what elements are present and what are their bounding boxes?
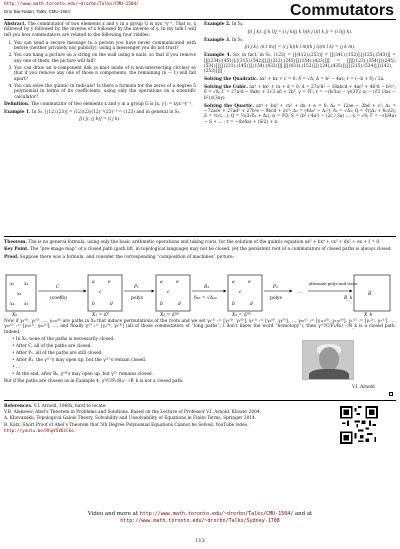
theorem-section	[4, 240, 396, 262]
riddle-item: 3. You can draw an n-component link (a knot made of n non-intersecting circles) so that if you remove any one of those n components, the remaining (n − 1) will fall apart?	[14, 66, 196, 82]
references	[4, 404, 334, 435]
section-divider	[4, 236, 396, 237]
bullet-item: • In X₀, none of the paths is necessarily closed.	[12, 337, 302, 342]
bullet-item: • At the end, after Rₖ, γ⁽⁴⁾'s may open up, but γ⁽⁵⁾ remains closed.	[12, 372, 302, 377]
riddle-item: 4. You can solve the quintic in radicals? Is there a formula for the zeros of a degree 5 polynomial in terms of its coefficients, using only the operations on a scientific calculator?	[14, 84, 196, 100]
svg-text:a: a	[160, 280, 163, 285]
svg-text:x₄: x₄	[10, 302, 15, 307]
example-1-label: Example 1.	[4, 109, 31, 115]
box-x1-label: X₁ = ℂ⁵	[92, 313, 110, 317]
svg-text:c: c	[239, 290, 242, 295]
svg-text:R̂: R̂	[368, 292, 372, 297]
cubic-text: ax³ + bx² + cx + d = 0: Δ = 27a²d² − 18abcd + 4ac³ + 4b³d − b²c²; δ = √Δ; Γ = 27a²d − 9abc + 3√3 aδ + 2b³; γ = ∛Γ; r = −(b/3a) − γ/(3∛2 a) − (∛2 (3ac − b²))/(3aγ).	[204, 85, 396, 101]
svg-text:x₁: x₁	[10, 282, 15, 287]
svg-text:b: b	[160, 302, 163, 307]
example-4-text: So, in fact, in S₅, (123) = [[(412),(253)] = [[(341),(152)],[(125),(543)]] = [[[(234),(451)],[(315),(542)]],[[(312),(245)],[(154),(423)]]] = [[[[(123),(354)],[(245),(531)]],[[(231),(145)],[(154),(432)]]],[[[(431),(152)],[(124),(435)]],[[(215),(534)],[(142),(253)]]]] .	[204, 53, 396, 75]
svg-text:c: c	[99, 290, 102, 295]
box-x2	[156, 275, 190, 311]
key-point	[4, 247, 396, 252]
quartic-text: ax⁴ + bx³ + cx² + dx + e = 0: Δ₀ = 12ae − 3bd + c²; Δ₁ = −72ace + 27ad² + 27b²e − 9bcd + 2c³; Δ₂ = (4Δ₀³ − Δ₁²); δ₂ = √Δ₂; Q = ∛((Δ₁ + δ₂)/2); S = ½√(...); Q = ⅓(3√δ₂ + Δ₁); α = ∛Q; S = (b² / 4a²) − (2c / 3a) ...; x = √S; Γ = −(b/4a) − S + ... ; r = −(b/4a) + (S/2) + x.	[204, 103, 396, 125]
quadratic-label: Solving the Quadratic.	[204, 77, 259, 83]
page-header	[4, 2, 396, 20]
box-xk	[354, 275, 390, 311]
reference-item: A. Khovanskii, Topological Galois Theory, Solvability and Unsolvability of Equations in Finite Terms, Springer 2014.	[4, 416, 257, 422]
example-2-label: Example 2.	[204, 22, 231, 27]
arrow-root-label: δ₁₀ = √Δ₁₀	[194, 296, 217, 301]
solving-quadratic	[204, 77, 396, 82]
example-3-formula: [(i j k), (k l m)] = (i j k)(k l m)(k j i)(m l k) = (j k m).	[244, 45, 356, 51]
video-link[interactable]: http://youtu.be/RhpVSV6iCko.	[4, 428, 77, 434]
box-x3-label: X₃ = ℂ¹⁰	[232, 313, 251, 317]
abstract-label: Abstract.	[4, 22, 26, 27]
references-label: References.	[4, 404, 33, 409]
cubic-label: Solving the Cubic.	[204, 85, 249, 90]
example-1-formula: [(i j), (j k)] = (i j k).	[79, 117, 121, 123]
key-point-text: The “pre-image map” of a closed path (path lift, in topological language) may not be closed, yet the persistent root of a commutators of closed paths is always closed.	[29, 247, 393, 253]
theorem-label: Theorem.	[4, 240, 27, 245]
right-column	[204, 22, 396, 128]
svg-text:x₅: x₅	[24, 302, 29, 307]
quadratic-text: ax² + bx + c = 0: δ = √Δ; Δ = b² − 4ac; r = (−b + δ) / 2a.	[259, 77, 385, 83]
conclusion-text: But if the paths are chosen as in Example 4, γ⁵/C/P₁/R₁/⋯/R_k is not a closed path.	[4, 378, 184, 384]
solving-cubic	[204, 85, 396, 101]
theorem	[4, 240, 396, 245]
arnold-photo	[302, 340, 354, 380]
definition	[4, 102, 196, 107]
theorem-text: The is no general formula, using only the basic arithmetic operations and taking roots, for the solution of the quintic equation ax⁵ + bx⁴ + cx³ + dx² + ex + f = 0.	[28, 240, 381, 245]
riddle-item: 2. You can hang a picture on a string on the wall using n nails, so that if you remove any one of them, the picture will fall?	[14, 53, 196, 64]
riddles-list	[4, 41, 196, 100]
qr-code-icon[interactable]	[340, 406, 378, 444]
bullet-item: • After C, all of the paths are closed.	[12, 344, 302, 349]
footer-text: Video and more at	[87, 511, 138, 517]
box-x0-label: X₀	[12, 313, 18, 317]
arrow-polys2-label: polys	[270, 296, 282, 301]
machines-diagram	[4, 271, 396, 317]
box-xk-label: X_k	[364, 313, 373, 317]
arrow-alternate-label: alternate polys and roots	[309, 281, 358, 286]
box-x3	[228, 275, 262, 311]
photo-caption: V.I. Arnold	[352, 385, 375, 390]
definition-text: The commutator of two elements x and y in a group G is [x, y] := xyx⁻¹y⁻¹.	[30, 101, 193, 107]
svg-text:c: c	[167, 290, 170, 295]
abstract-text: The commutator of two elements x and y in a group G is xyx⁻¹y⁻¹. That is, x followed by y followed by the inverse of x followed by the inverse of y. In my talk I will tell you how commutators are related to the following four riddles:	[4, 22, 196, 38]
example-2	[204, 22, 396, 27]
box-x2-label: X₂ = ℂ¹⁰	[160, 313, 179, 317]
box-x1	[88, 275, 122, 311]
proof-text: Suppose there was a formula, and consider the corresponding “composition of machines” picture:	[19, 254, 234, 260]
example-3	[204, 38, 396, 43]
key-point-label: Key Point.	[4, 247, 29, 253]
example-2-formula: [(i j k), (j k l)] = (i j k)(j k l)(k j i)(l k j) = (i l)(j k).	[247, 29, 353, 35]
riddle-item: 1. You can send a secure message to a person you have never communicated with before (neither privately nor publicly), using a messenger you do not trust?	[14, 41, 196, 52]
example-1-text: In S₃, [(12),(23)] = (12)(23)(12)⁻¹(23)⁻¹ = (123) and in general in S₃,	[31, 109, 181, 115]
bullet-item: • After P₁, all of the paths are still closed.	[12, 351, 302, 356]
example-1	[4, 110, 196, 115]
svg-text:x₂: x₂	[24, 282, 29, 287]
abstract	[4, 22, 196, 38]
svg-text:b: b	[92, 302, 95, 307]
page-number: 113	[195, 538, 205, 544]
header-url[interactable]: http://www.math.toronto.edu/~drorbn/Talks/CMU-1504/	[4, 2, 139, 7]
proof	[4, 255, 396, 260]
svg-text:a: a	[92, 280, 95, 285]
svg-text:e: e	[108, 280, 111, 285]
arrow-p2-label: P₂	[273, 285, 278, 290]
arrow-r1-label: R₁	[204, 285, 210, 290]
footer-link-sydney[interactable]: http://www.math.toronto.edu/~drorbn/Talks/Sydney-1708	[120, 518, 280, 524]
svg-text:b: b	[232, 302, 235, 307]
arrow-c-label: C	[56, 285, 60, 290]
definition-label: Definition.	[4, 101, 30, 107]
svg-text:x₃: x₃	[17, 292, 22, 297]
example-3-label: Example 3.	[204, 37, 231, 43]
example-4	[204, 53, 396, 75]
svg-text:a: a	[232, 280, 235, 285]
ellipsis: …	[297, 290, 302, 295]
footer	[4, 511, 396, 525]
left-column	[4, 22, 196, 125]
footer-link-cmu[interactable]: http://www.math.toronto.edu/~drorbn/Talks/CMU-1504/	[139, 511, 294, 517]
qed-square-icon	[389, 392, 393, 396]
reference-item: References. V.I. Arnold, 1960s, hard to locate.	[4, 404, 107, 409]
svg-text:d: d	[110, 302, 113, 307]
box-x0	[6, 275, 36, 311]
example-4-label: Example 4.	[204, 53, 232, 59]
paths-text: Now if γ₁⁽⁰⁾, γ₂⁽⁰⁾, …, γ₁₂₀⁽⁰⁾ are paths in X₀ that induce permutations of the roots and we set γ₁⁽¹⁾ := [γ₁⁽⁰⁾, γ₂⁽⁰⁾], γ₂⁽¹⁾ := [γ₃⁽⁰⁾, γ₄⁽⁰⁾], …, γ₆₀⁽¹⁾ := [γ₁₁₉⁽⁰⁾, γ₁₂₀⁽⁰⁾], γ₁⁽²⁾ := [γ₁⁽¹⁾, γ₂⁽¹⁾], …, γ₃₀⁽²⁾ := [γ₅₉⁽¹⁾, γ₆₀⁽¹⁾], …, and finally γ⁽⁵⁾ := [γ₁⁽⁴⁾, γ₂⁽⁴⁾] (all of those commutators of “long paths”; I don’t know the word “homotopy”), then γ⁽⁵⁾/C/P₁/R₁/⋯/R_k is a closed path. Indeed,	[4, 319, 396, 335]
example-2-text: In S₄,	[231, 22, 244, 27]
proof-label: Proof.	[4, 254, 19, 260]
bullet-item: • After R₁, the γ⁽¹⁾'s may open up, but the γ⁽²⁾'s remain closed.	[12, 358, 302, 363]
arrow-p1-label: P₁	[134, 285, 139, 290]
svg-text:e: e	[248, 280, 251, 285]
svg-text:e: e	[176, 280, 179, 285]
reference-item: V.B. Alekseev, Abel’s Theorem in Problems and Solutions, Based on the Lecture of Professor V.I. Arnold, Kluwer 2004.	[4, 410, 261, 416]
page-title: Commutators	[289, 2, 394, 19]
svg-text:d: d	[178, 302, 181, 307]
references-divider	[4, 400, 396, 401]
footer-and: and at	[294, 511, 313, 517]
arrow-rk-label: R_k	[344, 296, 353, 301]
header-subtitle: Dror Bar-Natan: Talks: CMU-1504:	[4, 9, 72, 14]
arrow-polys-label: polys	[131, 296, 143, 301]
svg-text:d: d	[250, 302, 253, 307]
arrow-coeffs-label: (coeffs)	[50, 296, 67, 301]
bullet-item: • …	[12, 365, 302, 370]
solving-quartic	[204, 104, 396, 126]
example-3-text: In S₅,	[231, 37, 244, 43]
quartic-label: Solving the Quartic.	[204, 103, 254, 109]
reference-item: B. Katz, Short Proof of Abel’s Theorem that 5th Degree Polynomial Equations Cannot be Solved, YouTube video,	[4, 422, 249, 428]
